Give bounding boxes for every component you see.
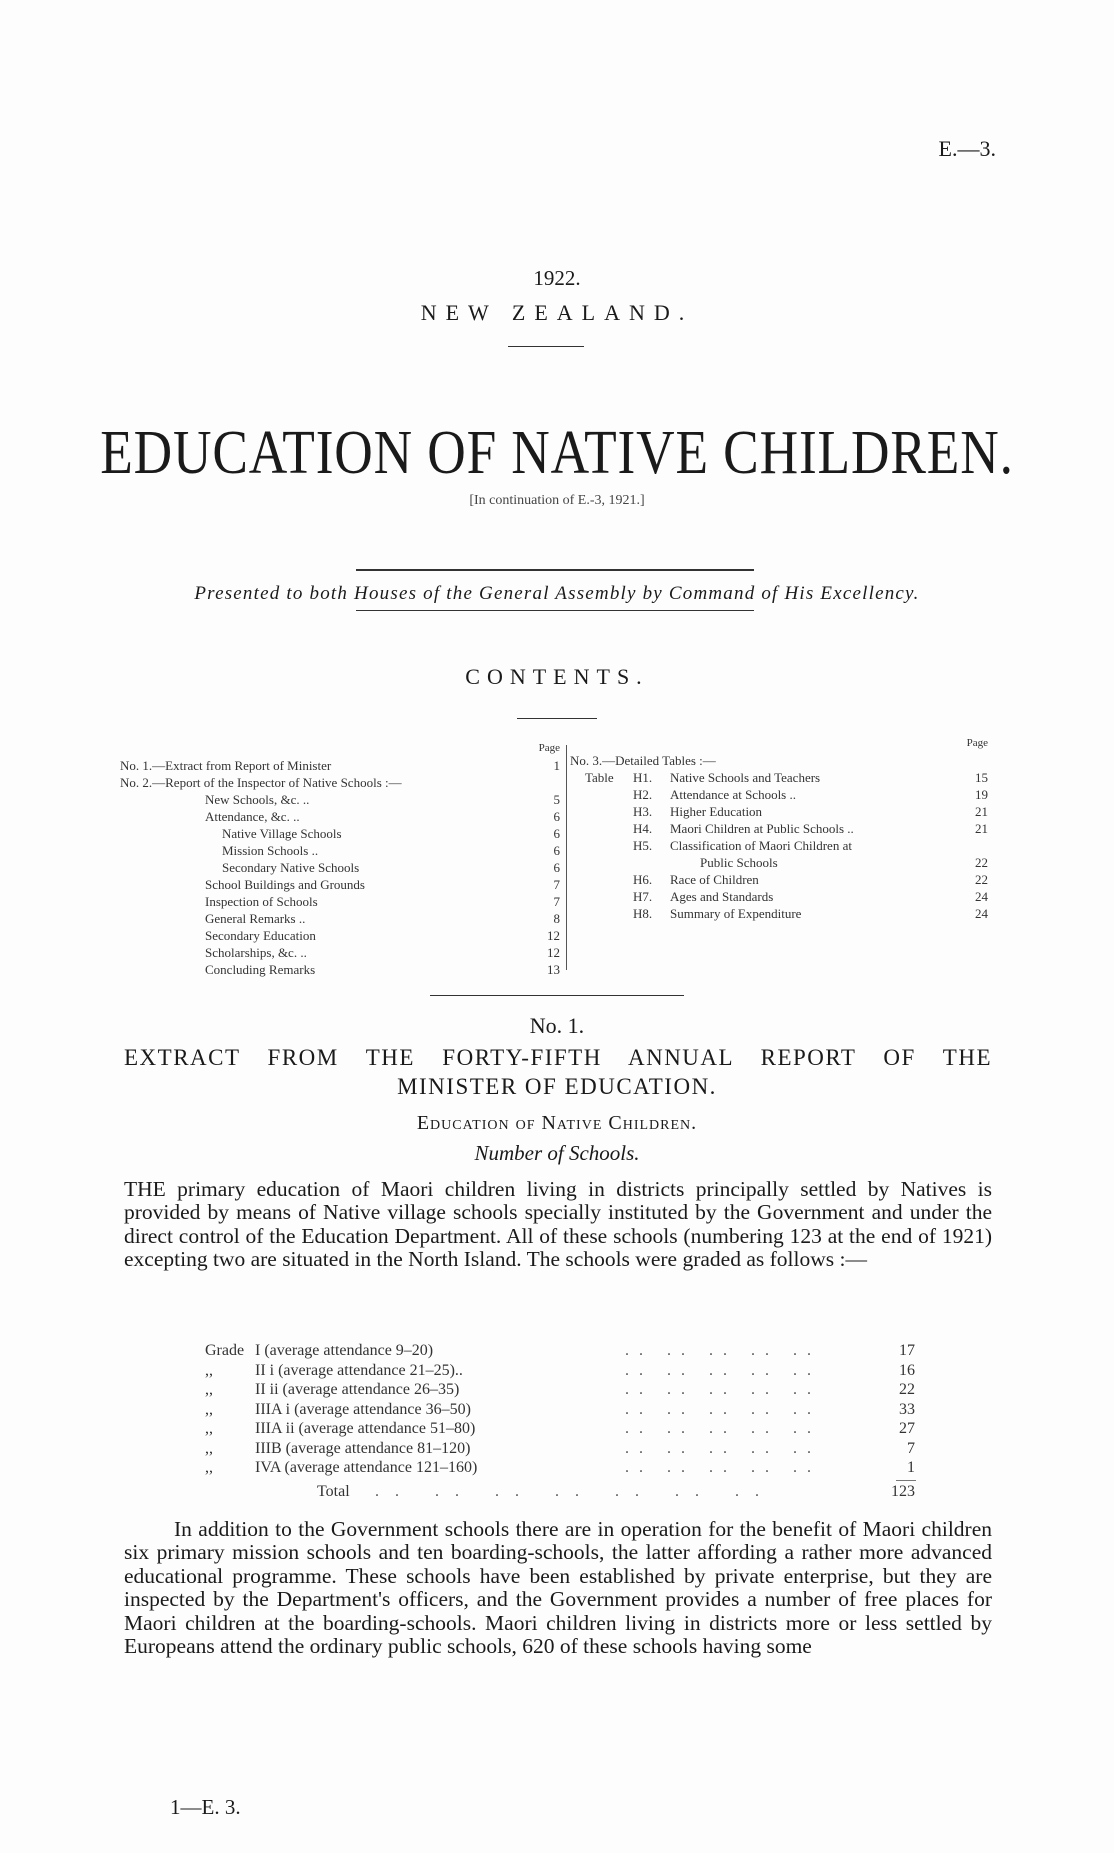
table-code: H1. [633,770,653,785]
toc-entry [120,825,560,842]
table-code: H2. [633,787,653,802]
country: NEW ZEALAND. [420,300,694,325]
toc-entry-page: 7 [553,894,560,909]
section-heading-2: MINISTER OF EDUCATION. [397,1074,717,1099]
grade-count: 7 [907,1439,915,1457]
toc-entry-label-cont: Public Schools [700,855,778,870]
section-number: No. 1. [529,1013,585,1038]
table-code: H3. [633,804,653,819]
toc-entry-page: 13 [547,962,560,977]
grade-label: IVA (average attendance 121–160) [255,1459,478,1476]
toc-entry [120,961,560,978]
toc-entry [120,944,560,961]
toc-table-entry [570,905,988,922]
toc-entry-label: Mission Schools .. [222,843,319,858]
contents-right [570,735,988,922]
grade-label: II ii (average attendance 26–35) [255,1381,460,1398]
table-code: H7. [633,889,653,904]
presented-note: Presented to both Houses of the General Assembly by Command of His Excellency. [194,583,920,604]
toc-entry-page: 6 [553,843,560,858]
page-title: EDUCATION OF NATIVE CHILDREN. [100,419,1014,487]
toc-entry-page: 1 [553,758,560,773]
toc-entry-page: 22 [975,872,988,887]
toc-entry-label: Higher Education [670,804,763,819]
subtitle: [In continuation of E.-3, 1921.] [469,493,645,508]
grade-label: I (average attendance 9–20) [255,1342,434,1359]
toc-entry-label: No. 2.—Report of the Inspector of Native Schools :— [120,775,402,790]
grade-prefix: ,, [205,1400,213,1418]
toc-entry-page: 21 [975,804,988,819]
sum-rule [896,1480,916,1481]
toc-entry-page: 12 [547,928,560,943]
toc-table-entry [570,888,988,905]
grade-prefix: ,, [205,1381,213,1398]
toc-entry [120,757,560,774]
toc-entry-page: 21 [975,821,988,836]
leader-dots: .. .. .. .. .. [625,1400,821,1418]
leader-dots: .. .. .. .. .. [625,1361,821,1379]
toc-entry-page: 7 [553,877,560,892]
grade-row [205,1361,915,1381]
divider [508,346,584,347]
toc-entry-label: Secondary Education [205,928,316,943]
toc-entry [120,927,560,944]
toc-entry-label: Inspection of Schools [205,894,318,909]
toc-entry-label: Classification of Maori Children at [670,838,852,853]
toc-table-entry [570,837,988,871]
divider [430,995,684,996]
toc-entry [120,876,560,893]
toc-entry-label: Native Village Schools [222,826,342,841]
leader-dots: .. .. .. .. .. [625,1342,821,1359]
grade-label: II i (average attendance 21–25).. [255,1361,463,1379]
toc-entry-page: 6 [553,809,560,824]
table-code: H4. [633,821,653,836]
grade-count: 22 [899,1381,915,1398]
grade-prefix: ,, [205,1439,213,1457]
toc-entry-page: 15 [975,770,988,785]
toc-entry-page: 5 [553,792,560,807]
leader-dots: .. .. .. .. .. .. .. [375,1483,775,1500]
grade-count: 33 [899,1400,915,1418]
table-code: H6. [633,872,653,887]
toc-entry-label: No. 1.—Extract from Report of Minister [120,758,332,773]
toc-entry-label: General Remarks .. [205,911,306,926]
grade-count: 17 [899,1342,915,1359]
page-footer: 1—E. 3. [170,1795,241,1819]
leader-dots: .. .. .. .. .. [625,1439,821,1457]
grade-row [205,1341,915,1361]
grade-total-row [205,1482,915,1502]
toc-right-heading: No. 3.—Detailed Tables :— [570,753,716,768]
grade-count: 16 [899,1361,915,1379]
toc-entry-page: 24 [975,906,988,921]
toc-entry-page: 24 [975,889,988,904]
grade-count: 1 [907,1459,915,1476]
toc-entry [120,774,560,791]
contents-heading: CONTENTS. [465,664,649,689]
toc-entry [120,791,560,808]
toc-entry-label: Race of Children [670,872,759,887]
toc-entry-label: Summary of Expenditure [670,906,802,921]
grade-prefix: ,, [205,1420,213,1437]
table-prefix: Table [585,770,614,785]
year: 1922. [533,266,581,290]
table-code: H8. [633,906,653,921]
subsubheading: Number of Schools. [474,1141,640,1165]
column-divider [566,745,567,970]
grade-row [205,1380,915,1400]
divider [356,610,754,611]
toc-entry [120,893,560,910]
page-label: Page [538,742,560,754]
toc-entry [120,808,560,825]
toc-entry-page: 22 [975,855,988,870]
toc-entry-page: 6 [553,860,560,875]
grade-label: IIIA i (average attendance 36–50) [255,1400,471,1418]
toc-table-entry [570,769,988,786]
toc-entry [120,859,560,876]
toc-table-entry [570,820,988,837]
leader-dots: .. .. .. .. .. [625,1381,821,1398]
toc-table-entry [570,871,988,888]
section-heading: EXTRACT FROM THE FORTY-FIFTH ANNUAL REPORT OF THE [124,1045,992,1070]
grade-row [205,1400,915,1420]
contents-left [120,740,560,978]
toc-entry-page: 6 [553,826,560,841]
toc-entry-label: Ages and Standards [670,889,774,904]
toc-entry-page: 12 [547,945,560,960]
divider [517,718,597,719]
toc-entry-label: Scholarships, &c. .. [205,945,307,960]
leader-dots: .. .. .. .. .. [625,1459,821,1476]
total-value: 123 [891,1483,915,1500]
page-label: Page [966,737,988,749]
grade-count: 27 [899,1420,915,1437]
toc-entry-label: Attendance at Schools .. [670,787,796,802]
toc-entry [120,910,560,927]
toc-entry-label: Maori Children at Public Schools .. [670,821,854,836]
toc-table-entry [570,786,988,803]
total-label: Total [317,1483,350,1500]
toc-entry [120,842,560,859]
grade-row [205,1419,915,1439]
toc-entry-label: Attendance, &c. .. [205,809,300,824]
grade-label: IIIA ii (average attendance 51–80) [255,1420,476,1437]
subheading: Education of Native Children. [416,1112,698,1134]
toc-entry-label: Secondary Native Schools [222,860,360,875]
grade-prefix: ,, [205,1361,213,1379]
grade-prefix: Grade [205,1342,245,1359]
toc-entry-label: Native Schools and Teachers [670,770,821,785]
grade-prefix: ,, [205,1459,213,1476]
toc-entry-label: Concluding Remarks [205,962,316,977]
grade-table [205,1341,915,1478]
grade-row [205,1439,915,1459]
toc-entry-label: School Buildings and Grounds [205,877,365,892]
grade-label: IIIB (average attendance 81–120) [255,1439,471,1457]
document-reference: E.—3. [938,136,996,161]
toc-entry-page: 8 [553,911,560,926]
paragraph: In addition to the Government schools there are in operation for the benefit of Maori children six primary mission schools and ten boarding-schools, the latter affording a rather more advanced educational programme. These schools have been established by private enterprise, but they are inspected by the Department's officers, and the Government provides a number of free places for Maori children at the boarding-schools. Maori children living in districts more or less settled by Europeans attend the ordinary public schools, 620 of these schools having some [124,1517,992,1659]
toc-entry-label: New Schools, &c. .. [205,792,310,807]
divider [356,569,754,571]
toc-entry-page: 19 [975,787,988,802]
paragraph: THE primary education of Maori children living in districts principally settled by Natives is provided by means of Native village schools specially instituted by the Government and under the direct control of the Education Department. All of these schools (numbering 123 at the end of 1921) excepting two are situated in the North Island. The schools were graded as follows :— [124,1177,992,1272]
table-code: H5. [633,838,653,853]
grade-row [205,1458,915,1478]
leader-dots: .. .. .. .. .. [625,1420,821,1437]
toc-table-entry [570,803,988,820]
